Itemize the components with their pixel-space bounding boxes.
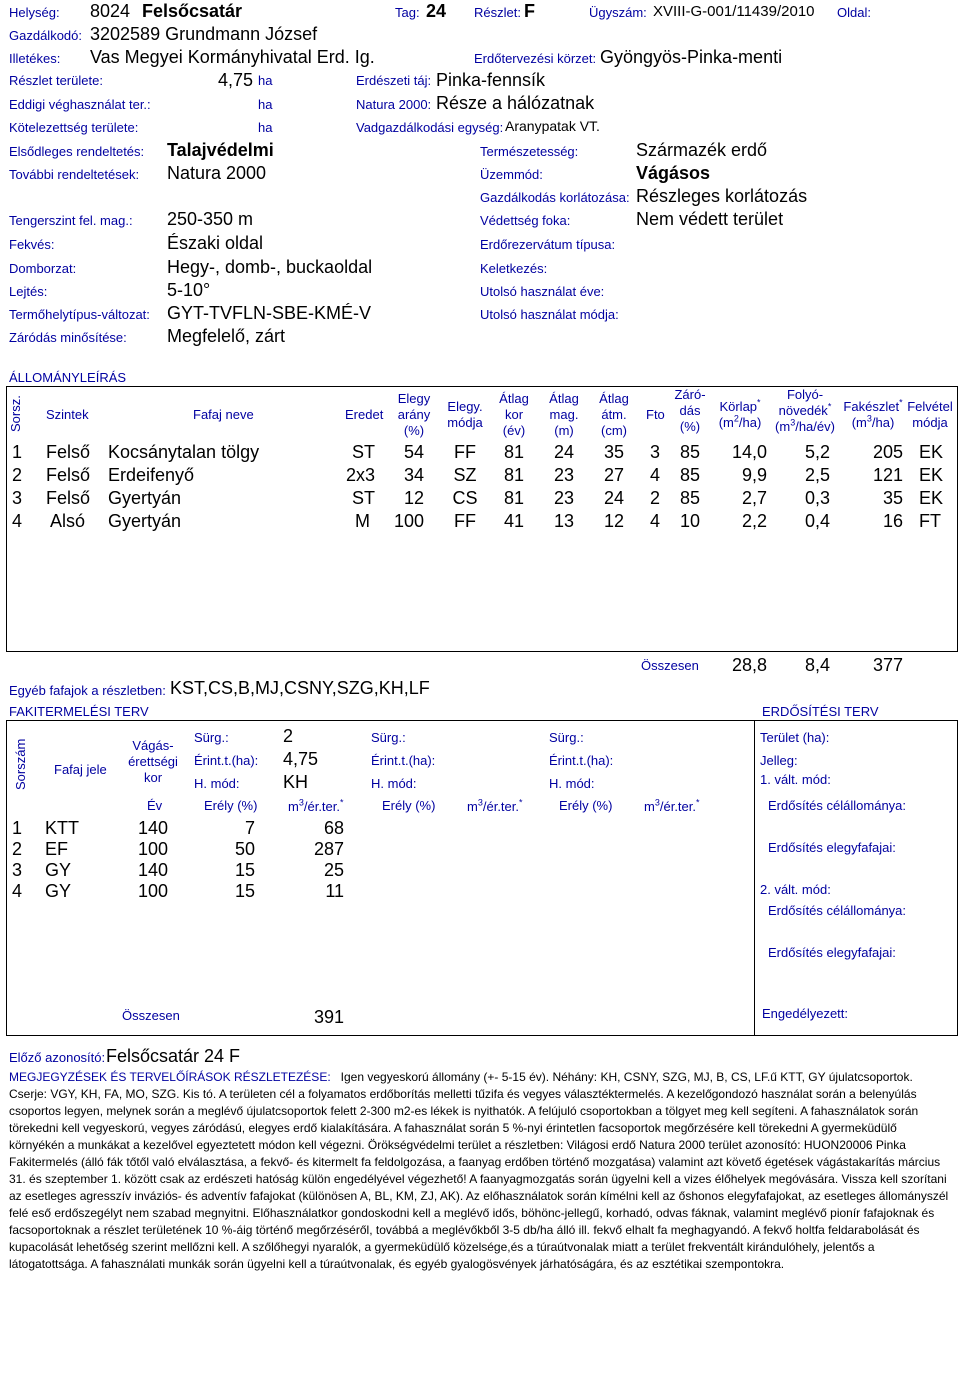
reforest-valt2: 2. vált. mód: xyxy=(760,882,831,897)
erely-header: Erély (%) xyxy=(559,798,613,813)
notes-block xyxy=(9,1069,951,1273)
kor-cell: 81 xyxy=(503,465,525,485)
eredet-cell: M xyxy=(355,511,370,531)
kor-cell: 81 xyxy=(503,442,525,462)
tengerszint-value: 250-350 m xyxy=(167,209,254,229)
previous-id-value: Felsőcsatár 24 F xyxy=(106,1046,241,1066)
vedettseg-label: Védettség foka: xyxy=(480,213,571,228)
vadgazd-label: Vadgazdálkodási egység: xyxy=(356,120,504,135)
fakeszlet-cell: 205 xyxy=(872,442,903,462)
kor-header: Átlag kor (év) xyxy=(499,391,529,438)
felvetel-cell: FT xyxy=(919,511,941,531)
korlap-cell: 14,0 xyxy=(731,442,767,462)
uzemmod-value: Vágásos xyxy=(636,163,711,183)
lejtes-value: 5-10° xyxy=(167,280,211,300)
tengerszint-label: Tengerszint fel. mag.: xyxy=(9,213,133,228)
row-number: 4 xyxy=(12,511,23,531)
engedelyezett-label: Engedélyezett: xyxy=(762,1006,849,1021)
other-species-label: Egyéb fafajok a részletben: xyxy=(9,683,166,698)
utolso-eve-label: Utolsó használat éve: xyxy=(480,284,605,299)
korlatozas-label: Gazdálkodás korlátozása: xyxy=(480,190,630,205)
m3-erter-header: $m^3/ér.ter.^*$ xyxy=(467,797,523,814)
taj-value: Pinka-fennsík xyxy=(436,70,546,90)
korlap-cell: 2,2 xyxy=(741,511,767,531)
erely-cell: 7 xyxy=(244,818,255,838)
atm-cell: 24 xyxy=(603,488,625,508)
felvetel-cell: EK xyxy=(919,488,944,508)
harvest-rows xyxy=(0,817,750,901)
vagaskor-cell: 140 xyxy=(137,818,168,838)
total-korlap: 28,8 xyxy=(731,655,767,675)
fafaj-cell: Kocsánytalan tölgy xyxy=(108,442,260,462)
termohely-label: Termőhelytípus-változat: xyxy=(9,307,150,322)
korlap-header: Körlap* $(m^2/ha)$ xyxy=(718,397,762,430)
harvest-total-label: Összesen xyxy=(122,1008,180,1023)
notes-label: MEGJEGYZÉSEK ÉS TERVELŐÍRÁSOK RÉSZLETEZÉSE: xyxy=(9,1070,331,1084)
m3-cell: 287 xyxy=(313,839,344,859)
fekves-value: Északi oldal xyxy=(167,233,264,253)
fafaj-jele-cell: KTT xyxy=(45,818,79,838)
zarodas-cell: 10 xyxy=(679,511,701,531)
felvetel-header: Felvétel módja xyxy=(907,399,953,430)
fafaj-jele-header: Fafaj jele xyxy=(54,762,107,777)
fakeszlet-header: Fakészlet* $(m^3/ha)$ xyxy=(843,397,903,430)
table-row xyxy=(0,441,960,464)
erint-label: Érint.t.(ha): xyxy=(371,753,436,768)
fafaj-cell: Gyertyán xyxy=(108,488,182,508)
notes-text: Igen vegyeskorú állomány (+- 5-15 év). Néhány: KH, CSNY, SZG, MJ, B, CS, LF.ű KTT, GY újulatcsoportok. Cserje: VGY, KH, FA, MO, SZG. Kis tó. A területen cél a folyamatos erdőborítás melletti tűzifa és vegyes választéktermelés. A kezelőgondozó használat során a belenyúlás csoportos legyen, melynek során a meglévő újulatcsoportok felett 2-300 m2-es lékek is nyithatók. A felújuló csoportokban a tölgyet meg kell segíteni. A fahasználatok során törekedni kell vegyeskorú, vegyes záródású, elegyes erdő kialakítására. A fahasználat során 5 %-nyi érintetlen facsoportok megőrzésére kell törekedni A gyermeküdülő környékén a munkákat a kezelővel egyeztetett módon kell végezni. Örökségvédelmi terület a részletben: Világosi erdő Natura 2000 terület azonosító: HUON20006 Pinka Fakitermelés (álló fák tőtől való elválasztása, a fekvő- és kitermelt fa feldolgozása, a faanyag erdőben történő mozgatása) valamint azt követő égetések vágástakarítás március 31. és szeptember 1. között csak az erdészeti hatóság külön engedélyével végezhető! A faanyagmozgatás során ügyelni kell a vizes élőhelyek megóvására. Vissza kell szorítani az esetleges agresszív inváziós- és adventív fafajokat (különösen A, BL, KM, ZJ, AK). Az előhasználatok során kímélni kell az őshonos elegyfafajokat, az esetleges állományszél felé eső erdőszegélyt nem szabad megnyitni. Előhasználatkor gondoskodni kell a meglévő idős, böhönc-jellegű, korhadó, odvas fáknak, valamint meglévő pionír fafajoknak és facsoportoknak a részlet területének 10 %-áig történő megőrzéséről, továbbá a meglévőkből 3-5 db/ha álló ill. fekvő elhalt fa meghagyandó. A fekvő holtfa feldarabolását és kupacolását lehetőség szerint mellőzni kell. A szőlőhegyi nyaralók, a gyermeküdülő közelsége,és a túraútvonalak miatt a terület frekventált kirándulóhely, jelentős a látogatottsága. A fahasználati munkák során ügyelni kell a túraútvonalak, és egyéb gyalogösvények járhatóságára, és az esztétikai szempontokra. xyxy=(9,1070,949,1271)
vagaskor-cell: 100 xyxy=(137,881,168,901)
sorsz-header: Sorsz. xyxy=(8,395,23,432)
szint-cell: Felső xyxy=(46,442,91,462)
tovabbi-label: További rendeltetések: xyxy=(9,167,140,182)
reforest-elegy: Erdősítés elegyfafajai: xyxy=(768,840,896,855)
harvest-title: FAKITERMELÉSI TERV xyxy=(9,704,149,719)
eredet-header: Eredet xyxy=(345,407,384,422)
folyo-cell: 0,4 xyxy=(804,511,830,531)
stand-table-bottom-rule xyxy=(6,651,958,652)
natura-value: Része a hálózatnak xyxy=(436,93,595,113)
sorszam-header: Sorszám xyxy=(13,738,28,790)
elegymod-cell: FF xyxy=(454,511,476,531)
hmod-label: H. mód: xyxy=(194,776,240,791)
gazdalkodo-label: Gazdálkodó: xyxy=(9,28,82,43)
erely-cell: 15 xyxy=(234,881,255,901)
eredet-cell: ST xyxy=(351,488,375,508)
m3-cell: 68 xyxy=(323,818,344,838)
fto-cell: 4 xyxy=(649,511,660,531)
utolso-modja-label: Utolsó használat módja: xyxy=(480,307,619,322)
hmod-value: KH xyxy=(283,772,309,792)
hmod-label: H. mód: xyxy=(549,776,595,791)
surg-label: Sürg.: xyxy=(371,730,406,745)
table-row xyxy=(0,817,750,838)
natura-label: Natura 2000: xyxy=(356,97,432,112)
fto-header: Fto xyxy=(646,407,665,422)
zarodas-value: Megfelelő, zárt xyxy=(167,326,286,346)
m3-cell: 25 xyxy=(323,860,344,880)
vagaseretsegi-header: Vágás- érettségi kor xyxy=(128,738,178,785)
vadgazd-value: Aranypatak VT. xyxy=(505,118,600,134)
atm-cell: 12 xyxy=(603,511,625,531)
mag-header: Átlag mag. (m) xyxy=(549,391,579,438)
reszlet-label: Részlet: xyxy=(474,5,521,20)
ugyszam-label: Ügyszám: xyxy=(589,5,647,20)
oldal-label: Oldal: xyxy=(837,5,871,20)
reforest-terulet: Terület (ha): xyxy=(760,730,830,745)
korlatozas-value: Részleges korlátozás xyxy=(636,186,808,206)
zarodas-cell: 85 xyxy=(679,465,701,485)
mag-cell: 24 xyxy=(553,442,575,462)
helyseg-code: 8024 xyxy=(90,1,131,21)
table-row xyxy=(0,464,960,487)
fto-cell: 2 xyxy=(649,488,660,508)
surg-label: Sürg.: xyxy=(194,730,229,745)
reforest-title: ERDŐSÍTÉSI TERV xyxy=(762,704,879,719)
elegyarany-cell: 12 xyxy=(403,488,424,508)
ha-unit: ha xyxy=(258,97,273,112)
atm-cell: 27 xyxy=(603,465,625,485)
tag-label: Tag: xyxy=(395,5,420,20)
total-folyo: 8,4 xyxy=(804,655,830,675)
surg-label: Sürg.: xyxy=(549,730,584,745)
fto-cell: 4 xyxy=(649,465,660,485)
previous-id-label: Előző azonosító: xyxy=(9,1050,106,1065)
elegymod-cell: SZ xyxy=(453,465,477,485)
elegymod-cell: CS xyxy=(452,488,478,508)
szint-cell: Alsó xyxy=(50,511,86,531)
vedettseg-value: Nem védett terület xyxy=(636,209,784,229)
table-row xyxy=(0,880,750,901)
fakeszlet-cell: 121 xyxy=(872,465,903,485)
reszlet-value: F xyxy=(524,1,535,21)
zarodas-label: Záródás minősítése: xyxy=(9,330,127,345)
folyo-cell: 0,3 xyxy=(804,488,830,508)
domborzat-value: Hegy-, domb-, buckaoldal xyxy=(167,257,373,277)
felvetel-cell: EK xyxy=(919,442,944,462)
reforest-allomany-2: Erdősítés célállománya: xyxy=(768,903,907,918)
termeszetesseg-value: Származék erdő xyxy=(636,140,768,160)
table-row xyxy=(0,838,750,859)
termeszetesseg-label: Természetesség: xyxy=(480,144,579,159)
vagaskor-cell: 140 xyxy=(137,860,168,880)
zarodas-cell: 85 xyxy=(679,442,701,462)
korlap-cell: 9,9 xyxy=(741,465,767,485)
stand-rows xyxy=(0,441,960,533)
elegyarany-header: Elegy arány (%) xyxy=(397,391,431,438)
stand-total-label: Összesen xyxy=(641,658,699,673)
m3-cell: 11 xyxy=(325,881,344,901)
elsodleges-value: Talajvédelmi xyxy=(167,140,274,160)
atm-cell: 35 xyxy=(603,442,625,462)
eredet-cell: 2x3 xyxy=(345,465,375,485)
terulet-value: 4,75 xyxy=(217,70,253,90)
mag-cell: 13 xyxy=(553,511,575,531)
ugyszam-value: XVIII-G-001/11439/2010 xyxy=(653,3,815,20)
row-number: 1 xyxy=(12,818,23,838)
lejtes-label: Lejtés: xyxy=(9,284,48,299)
stand-title: ÁLLOMÁNYLEÍRÁS xyxy=(9,370,127,385)
fafaj-jele-cell: GY xyxy=(45,860,72,880)
erely-header: Erély (%) xyxy=(382,798,436,813)
other-species-value: KST,CS,B,MJ,CSNY,SZG,KH,LF xyxy=(170,678,430,698)
row-number: 1 xyxy=(12,442,23,462)
gazdalkodo-value: 3202589 Grundmann József xyxy=(90,24,318,44)
terulet-label: Részlet területe: xyxy=(9,73,103,88)
termohely-value: GYT-TVFLN-SBE-KMÉ-V xyxy=(167,303,372,323)
fakeszlet-cell: 16 xyxy=(882,511,903,531)
elegyarany-cell: 100 xyxy=(393,511,424,531)
harvest-total-value: 391 xyxy=(313,1007,344,1027)
atm-header: Átlag átm. (cm) xyxy=(599,391,629,438)
korzet-value: Gyöngyös-Pinka-menti xyxy=(600,47,783,67)
fafaj-cell: Erdeifenyő xyxy=(108,465,195,485)
reforest-divider xyxy=(754,720,755,1036)
fafaj-header: Fafaj neve xyxy=(193,407,254,422)
kor-cell: 81 xyxy=(503,488,525,508)
szintek-header: Szintek xyxy=(46,407,89,422)
erely-header: Erély (%) xyxy=(204,798,258,813)
row-number: 3 xyxy=(12,488,23,508)
vagaskor-cell: 100 xyxy=(137,839,168,859)
harvest-table-right-rule xyxy=(957,720,958,1036)
surg-value: 2 xyxy=(283,726,294,746)
felvetel-cell: EK xyxy=(919,465,944,485)
fafaj-jele-cell: GY xyxy=(45,881,72,901)
mag-cell: 23 xyxy=(553,465,575,485)
fafaj-cell: Gyertyán xyxy=(108,511,182,531)
kotelezettseg-label: Kötelezettség területe: xyxy=(9,120,139,135)
harvest-table-top-rule xyxy=(6,720,958,721)
rezervatum-label: Erdőrezervátum típusa: xyxy=(480,237,616,252)
fakeszlet-cell: 35 xyxy=(882,488,903,508)
illetekes-value: Vas Megyei Kormányhivatal Erd. Ig. xyxy=(90,47,375,67)
folyo-novedek-header: Folyó- növedék* $(m^3/ha/év)$ xyxy=(775,387,835,434)
table-row xyxy=(0,487,960,510)
folyo-cell: 2,5 xyxy=(804,465,830,485)
fto-cell: 3 xyxy=(649,442,660,462)
tag-value: 24 xyxy=(426,1,447,21)
zarodas-cell: 85 xyxy=(679,488,701,508)
elegyarany-cell: 34 xyxy=(403,465,424,485)
row-number: 2 xyxy=(12,839,23,859)
row-number: 4 xyxy=(12,881,23,901)
erely-cell: 15 xyxy=(234,860,255,880)
reforest-elegy-2: Erdősítés elegyfafajai: xyxy=(768,945,896,960)
szint-cell: Felső xyxy=(46,488,91,508)
erint-value: 4,75 xyxy=(283,749,319,769)
total-fakeszlet: 377 xyxy=(872,655,903,675)
erely-cell: 50 xyxy=(234,839,255,859)
row-number: 2 xyxy=(12,465,23,485)
row-number: 3 xyxy=(12,860,23,880)
erint-label: Érint.t.(ha): xyxy=(549,753,614,768)
elegymod-cell: FF xyxy=(454,442,476,462)
reforest-valt1: 1. vált. mód: xyxy=(760,772,831,787)
folyo-cell: 5,2 xyxy=(804,442,830,462)
table-row xyxy=(0,510,960,533)
hmod-label: H. mód: xyxy=(371,776,417,791)
elegymod-header: Elegy. módja xyxy=(447,399,483,430)
reforest-allomany: Erdősítés célállománya: xyxy=(768,798,907,813)
kor-cell: 41 xyxy=(503,511,525,531)
korlap-cell: 2,7 xyxy=(741,488,767,508)
m3-erter-header: $m^3/ér.ter.^*$ xyxy=(644,797,700,814)
taj-label: Erdészeti táj: xyxy=(356,73,432,88)
tovabbi-value: Natura 2000 xyxy=(167,163,267,183)
veghasznalat-label: Eddigi véghasználat ter.: xyxy=(9,97,151,112)
elsodleges-label: Elsődleges rendeltetés: xyxy=(9,144,145,159)
korzet-label: Erdőtervezési körzet: xyxy=(474,51,597,66)
table-row xyxy=(0,859,750,880)
keletkezes-label: Keletkezés: xyxy=(480,261,548,276)
fekves-label: Fekvés: xyxy=(9,237,55,252)
erint-label: Érint.t.(ha): xyxy=(194,753,259,768)
ha-unit: ha xyxy=(258,120,273,135)
reforest-jelleg: Jelleg: xyxy=(760,753,798,768)
szint-cell: Felső xyxy=(46,465,91,485)
m3-erter-header: $m^3/ér.ter.^*$ xyxy=(288,797,344,814)
mag-cell: 23 xyxy=(553,488,575,508)
illetekes-label: Illetékes: xyxy=(9,51,61,66)
helyseg-name: Felsőcsatár xyxy=(142,1,243,21)
uzemmod-label: Üzemmód: xyxy=(480,167,543,182)
ev-header: Év xyxy=(147,798,163,813)
eredet-cell: ST xyxy=(351,442,375,462)
ha-unit: ha xyxy=(258,73,273,88)
zarodas-header: Záró- dás (%) xyxy=(674,387,706,434)
elegyarany-cell: 54 xyxy=(403,442,424,462)
helyseg-label: Helység: xyxy=(9,5,60,20)
fafaj-jele-cell: EF xyxy=(45,839,69,859)
domborzat-label: Domborzat: xyxy=(9,261,77,276)
harvest-table-bottom-rule xyxy=(6,1035,958,1036)
